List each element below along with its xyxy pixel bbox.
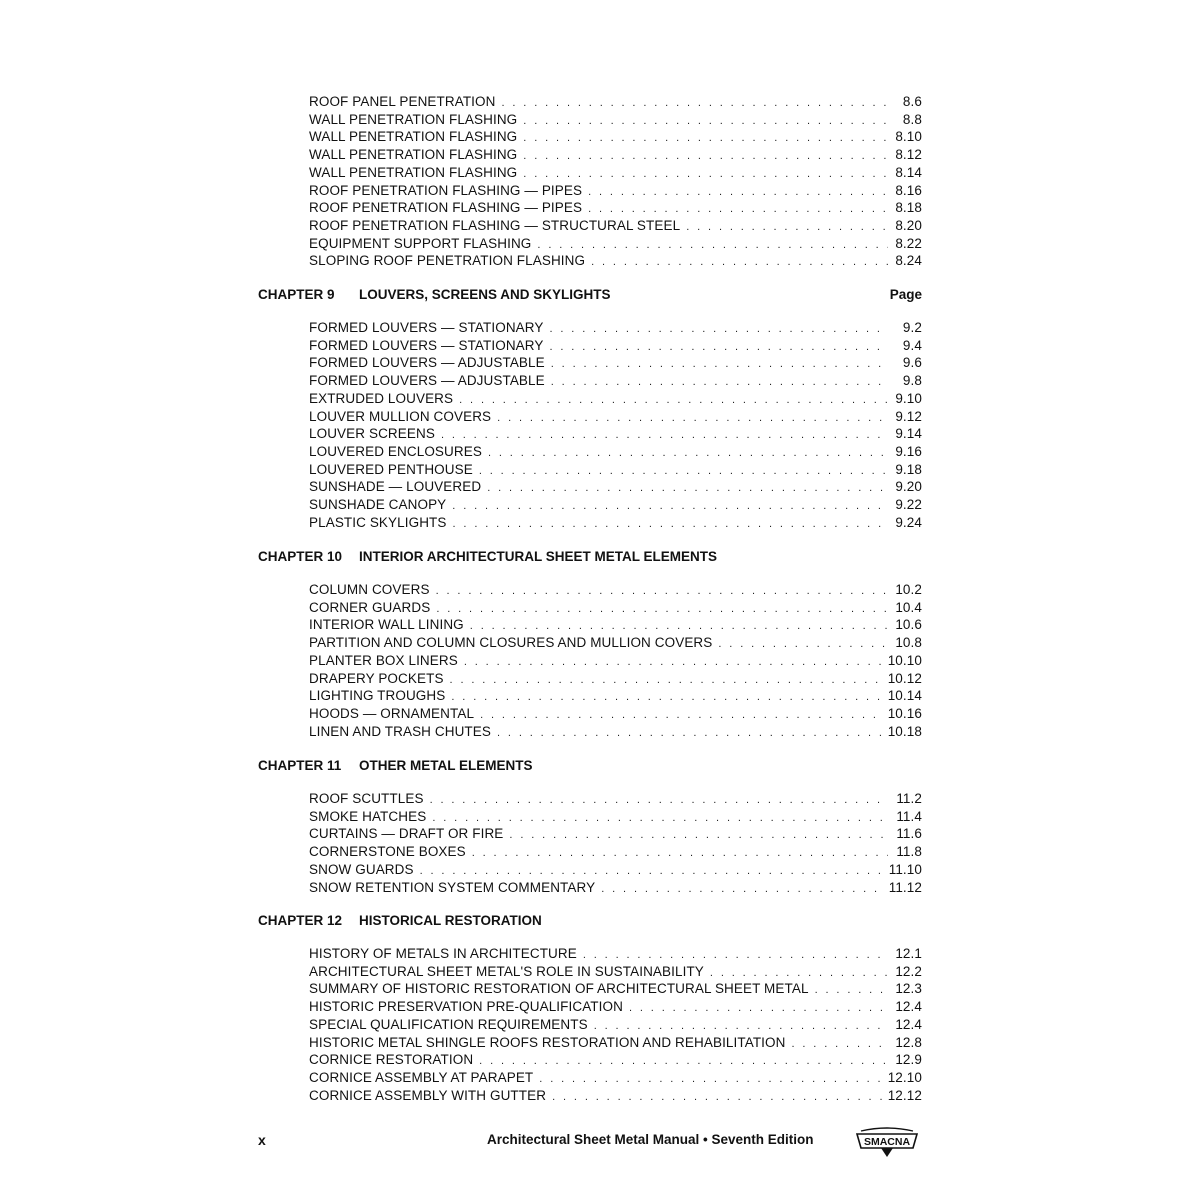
toc-entry-page: 8.6 (902, 94, 922, 109)
dot-leader (552, 1091, 882, 1103)
toc-entry-title: HISTORIC METAL SHINGLE ROOFS RESTORATION AND REHABILITATION (309, 1035, 786, 1050)
toc-entry-page: 9.2 (902, 320, 922, 335)
toc-entry-page: 9.6 (902, 355, 922, 370)
dot-leader (451, 691, 881, 703)
toc-entry-title: COLUMN COVERS (309, 582, 430, 597)
toc-entry-page: 9.12 (895, 409, 922, 424)
chapter-title: HISTORICAL RESTORATION (359, 913, 542, 928)
dot-leader (551, 358, 888, 370)
dot-leader (523, 132, 888, 144)
dot-leader (601, 883, 883, 895)
dot-leader (523, 168, 888, 180)
toc-entry (309, 706, 922, 723)
toc-entry-page: 11.8 (896, 844, 922, 859)
dot-leader (539, 1073, 881, 1085)
toc-entry-page: 11.12 (888, 880, 922, 895)
toc-entry (309, 1035, 922, 1052)
toc-entry-page: 9.8 (902, 373, 922, 388)
dot-leader (420, 865, 883, 877)
dot-leader (509, 829, 888, 841)
toc-entry (309, 497, 922, 514)
page-column-label: Page (889, 287, 922, 302)
toc-entry-title: HISTORIC PRESERVATION PRE-QUALIFICATION (309, 999, 623, 1014)
dot-leader (472, 847, 888, 859)
toc-entry-page: 12.4 (895, 1017, 922, 1032)
chapter-title: LOUVERS, SCREENS AND SKYLIGHTS (359, 287, 611, 302)
chapter-heading (258, 913, 922, 931)
toc-entry-title: CORNER GUARDS (309, 600, 431, 615)
chapter-title: INTERIOR ARCHITECTURAL SHEET METAL ELEMENTS (359, 549, 718, 564)
toc-entry (309, 688, 922, 705)
dot-leader (549, 323, 888, 335)
toc-entry (309, 218, 922, 235)
toc-entry-page: 12.8 (895, 1035, 922, 1050)
toc-entry-title: PLANTER BOX LINERS (309, 653, 458, 668)
toc-entry-title: EQUIPMENT SUPPORT FLASHING (309, 236, 532, 251)
toc-entry (309, 409, 922, 426)
toc-entry-title: LOUVERED PENTHOUSE (309, 462, 473, 477)
dot-leader (549, 341, 888, 353)
toc-entry (309, 112, 922, 129)
toc-entry-title: LINEN AND TRASH CHUTES (309, 724, 491, 739)
dot-leader (629, 1002, 888, 1014)
toc-entry (309, 1070, 922, 1087)
dot-leader (591, 256, 888, 268)
dot-leader (523, 150, 888, 162)
toc-entry (309, 671, 922, 688)
toc-entry-title: PLASTIC SKYLIGHTS (309, 515, 447, 530)
footer-page-number: x (258, 1132, 266, 1148)
toc-entry-page: 11.2 (896, 791, 922, 806)
toc-entry-title: ROOF PENETRATION FLASHING — PIPES (309, 200, 583, 215)
chapter-number: CHAPTER 10 (258, 549, 343, 564)
toc-entry-page: 10.12 (887, 671, 922, 686)
toc-entry-page: 12.4 (895, 999, 922, 1014)
toc-entry-title: SNOW RETENTION SYSTEM COMMENTARY (309, 880, 596, 895)
dot-leader (452, 500, 888, 512)
toc-entry-page: 10.14 (887, 688, 922, 703)
chapter-heading (258, 549, 922, 567)
toc-entry (309, 582, 922, 599)
toc-entry (309, 444, 922, 461)
toc-entry-page: 9.24 (895, 515, 922, 530)
toc-entry-page: 10.6 (895, 617, 922, 632)
toc-entry (309, 600, 922, 617)
toc-entry (309, 165, 922, 182)
toc-entry-page: 12.2 (895, 964, 922, 979)
toc-entry (309, 515, 922, 532)
toc-entry-title: FORMED LOUVERS — ADJUSTABLE (309, 355, 545, 370)
dot-leader (436, 585, 888, 597)
toc-entry (309, 946, 922, 963)
toc-entry-page: 9.14 (895, 426, 922, 441)
dot-leader (497, 727, 882, 739)
toc-entry (309, 999, 922, 1016)
toc-entry-title: SUNSHADE CANOPY (309, 497, 447, 512)
toc-entry-page: 8.14 (895, 165, 922, 180)
toc-entry (309, 426, 922, 443)
dot-leader (523, 115, 888, 127)
toc-entry-title: FORMED LOUVERS — STATIONARY (309, 338, 544, 353)
dot-leader (497, 412, 888, 424)
toc-entry-page: 12.1 (895, 946, 922, 961)
toc-entry-title: INTERIOR WALL LINING (309, 617, 464, 632)
toc-entry-title: PARTITION AND COLUMN CLOSURES AND MULLION COVERS (309, 635, 713, 650)
toc-entry-title: LOUVER MULLION COVERS (309, 409, 492, 424)
toc-entry (309, 355, 922, 372)
dot-leader (588, 203, 888, 215)
toc-entry-page: 9.16 (895, 444, 922, 459)
toc-entry (309, 391, 922, 408)
footer-title: Architectural Sheet Metal Manual • Seventh Edition (487, 1132, 814, 1147)
toc-entry-page: 9.10 (895, 391, 922, 406)
toc-entry-title: EXTRUDED LOUVERS (309, 391, 454, 406)
toc-entry-page: 10.16 (887, 706, 922, 721)
dot-leader (487, 482, 888, 494)
toc-entry-page: 12.3 (895, 981, 922, 996)
dot-leader (432, 812, 888, 824)
toc-entry-page: 10.8 (895, 635, 922, 650)
dot-leader (594, 1020, 888, 1032)
toc-entry-title: CURTAINS — DRAFT OR FIRE (309, 826, 504, 841)
toc-entry-page: 8.22 (895, 236, 922, 251)
dot-leader (791, 1038, 888, 1050)
toc-entry-page: 12.10 (887, 1070, 922, 1085)
toc-entry (309, 183, 922, 200)
toc-entry (309, 129, 922, 146)
toc-entry (309, 981, 922, 998)
toc-entry-title: SLOPING ROOF PENETRATION FLASHING (309, 253, 586, 268)
toc-entry-page: 12.12 (887, 1088, 922, 1103)
dot-leader (464, 656, 882, 668)
toc-entry (309, 373, 922, 390)
toc-entry-title: WALL PENETRATION FLASHING (309, 129, 518, 144)
toc-entry-page: 11.10 (888, 862, 922, 877)
toc-entry-title: FORMED LOUVERS — STATIONARY (309, 320, 544, 335)
toc-entry-title: SPECIAL QUALIFICATION REQUIREMENTS (309, 1017, 588, 1032)
toc-entry-title: CORNICE ASSEMBLY WITH GUTTER (309, 1088, 547, 1103)
dot-leader (488, 447, 888, 459)
dot-leader (430, 794, 888, 806)
dot-leader (450, 674, 882, 686)
smacna-logo-text: SMACNA (863, 1136, 911, 1148)
toc-entry (309, 462, 922, 479)
toc-entry-title: WALL PENETRATION FLASHING (309, 165, 518, 180)
toc-entry (309, 635, 922, 652)
dot-leader (537, 239, 888, 251)
toc-entry (309, 826, 922, 843)
toc-entry (309, 964, 922, 981)
toc-entry-title: SUNSHADE — LOUVERED (309, 479, 482, 494)
smacna-logo (851, 1124, 923, 1158)
dot-leader (710, 967, 888, 979)
chapter-heading (258, 287, 922, 305)
toc-entry-page: 12.9 (895, 1052, 922, 1067)
toc-entry-page: 8.10 (895, 129, 922, 144)
dot-leader (479, 1055, 888, 1067)
dot-leader (453, 518, 889, 530)
toc-entry-title: CORNERSTONE BOXES (309, 844, 466, 859)
toc-entry-title: ROOF SCUTTLES (309, 791, 424, 806)
toc-entry (309, 724, 922, 741)
dot-leader (686, 221, 888, 233)
toc-entry (309, 791, 922, 808)
toc-entry-title: SMOKE HATCHES (309, 809, 427, 824)
toc-entry-title: DRAPERY POCKETS (309, 671, 444, 686)
toc-entry-page: 11.4 (896, 809, 922, 824)
toc-entry-page: 10.18 (887, 724, 922, 739)
toc-entry-page: 10.10 (887, 653, 922, 668)
toc-entry (309, 200, 922, 217)
toc-entry (309, 809, 922, 826)
toc-entry-title: ROOF PANEL PENETRATION (309, 94, 496, 109)
toc-entry (309, 320, 922, 337)
toc-entry-title: LOUVERED ENCLOSURES (309, 444, 482, 459)
toc-entry (309, 880, 922, 897)
toc-entry (309, 479, 922, 496)
toc-entry-page: 9.22 (895, 497, 922, 512)
toc-entry (309, 338, 922, 355)
toc-entry-title: CORNICE ASSEMBLY AT PARAPET (309, 1070, 534, 1085)
chapter-number: CHAPTER 11 (258, 758, 342, 773)
toc-entry-title: WALL PENETRATION FLASHING (309, 112, 518, 127)
toc-entry (309, 844, 922, 861)
toc-entry-title: HOODS — ORNAMENTAL (309, 706, 475, 721)
chapter-number: CHAPTER 12 (258, 913, 343, 928)
dot-leader (588, 186, 888, 198)
toc-entry-title: ROOF PENETRATION FLASHING — PIPES (309, 183, 583, 198)
toc-entry-page: 9.20 (895, 479, 922, 494)
dot-leader (815, 984, 888, 996)
toc-entry-title: ARCHITECTURAL SHEET METAL'S ROLE IN SUSTAINABILITY (309, 964, 704, 979)
toc-entry (309, 94, 922, 111)
toc-entry (309, 236, 922, 253)
toc-entry-title: LIGHTING TROUGHS (309, 688, 446, 703)
dot-leader (441, 429, 888, 441)
chapter-number: CHAPTER 9 (258, 287, 335, 302)
toc-entry (309, 653, 922, 670)
toc-entry-page: 8.8 (902, 112, 922, 127)
toc-entry-title: SUMMARY OF HISTORIC RESTORATION OF ARCHITECTURAL SHEET METAL (309, 981, 809, 996)
toc-entry (309, 253, 922, 270)
toc-entry-page: 9.18 (895, 462, 922, 477)
toc-entry-page: 9.4 (902, 338, 922, 353)
toc-entry-page: 10.4 (895, 600, 922, 615)
chapter-title: OTHER METAL ELEMENTS (359, 758, 533, 773)
dot-leader (718, 638, 888, 650)
dot-leader (479, 465, 888, 477)
dot-leader (459, 394, 888, 406)
toc-entry-title: WALL PENETRATION FLASHING (309, 147, 518, 162)
toc-entry-page: 8.12 (895, 147, 922, 162)
toc-entry-title: CORNICE RESTORATION (309, 1052, 474, 1067)
toc-entry (309, 1017, 922, 1034)
toc-entry-page: 11.6 (896, 826, 922, 841)
toc-entry-page: 8.24 (895, 253, 922, 268)
dot-leader (480, 709, 882, 721)
toc-entry (309, 147, 922, 164)
toc-entry-title: FORMED LOUVERS — ADJUSTABLE (309, 373, 545, 388)
dot-leader (436, 603, 888, 615)
toc-entry (309, 1088, 922, 1105)
toc-entry-title: LOUVER SCREENS (309, 426, 435, 441)
dot-leader (551, 376, 888, 388)
toc-entry (309, 862, 922, 879)
dot-leader (583, 949, 888, 961)
toc-entry-page: 8.20 (895, 218, 922, 233)
chapter-heading (258, 758, 922, 776)
toc-entry-page: 8.18 (895, 200, 922, 215)
toc-entry-title: ROOF PENETRATION FLASHING — STRUCTURAL STEEL (309, 218, 681, 233)
toc-entry (309, 617, 922, 634)
toc-entry-page: 8.16 (895, 183, 922, 198)
toc-entry (309, 1052, 922, 1069)
toc-entry-title: HISTORY OF METALS IN ARCHITECTURE (309, 946, 577, 961)
toc-entry-title: SNOW GUARDS (309, 862, 414, 877)
dot-leader (470, 620, 888, 632)
toc-entry-page: 10.2 (895, 582, 922, 597)
dot-leader (501, 97, 888, 109)
